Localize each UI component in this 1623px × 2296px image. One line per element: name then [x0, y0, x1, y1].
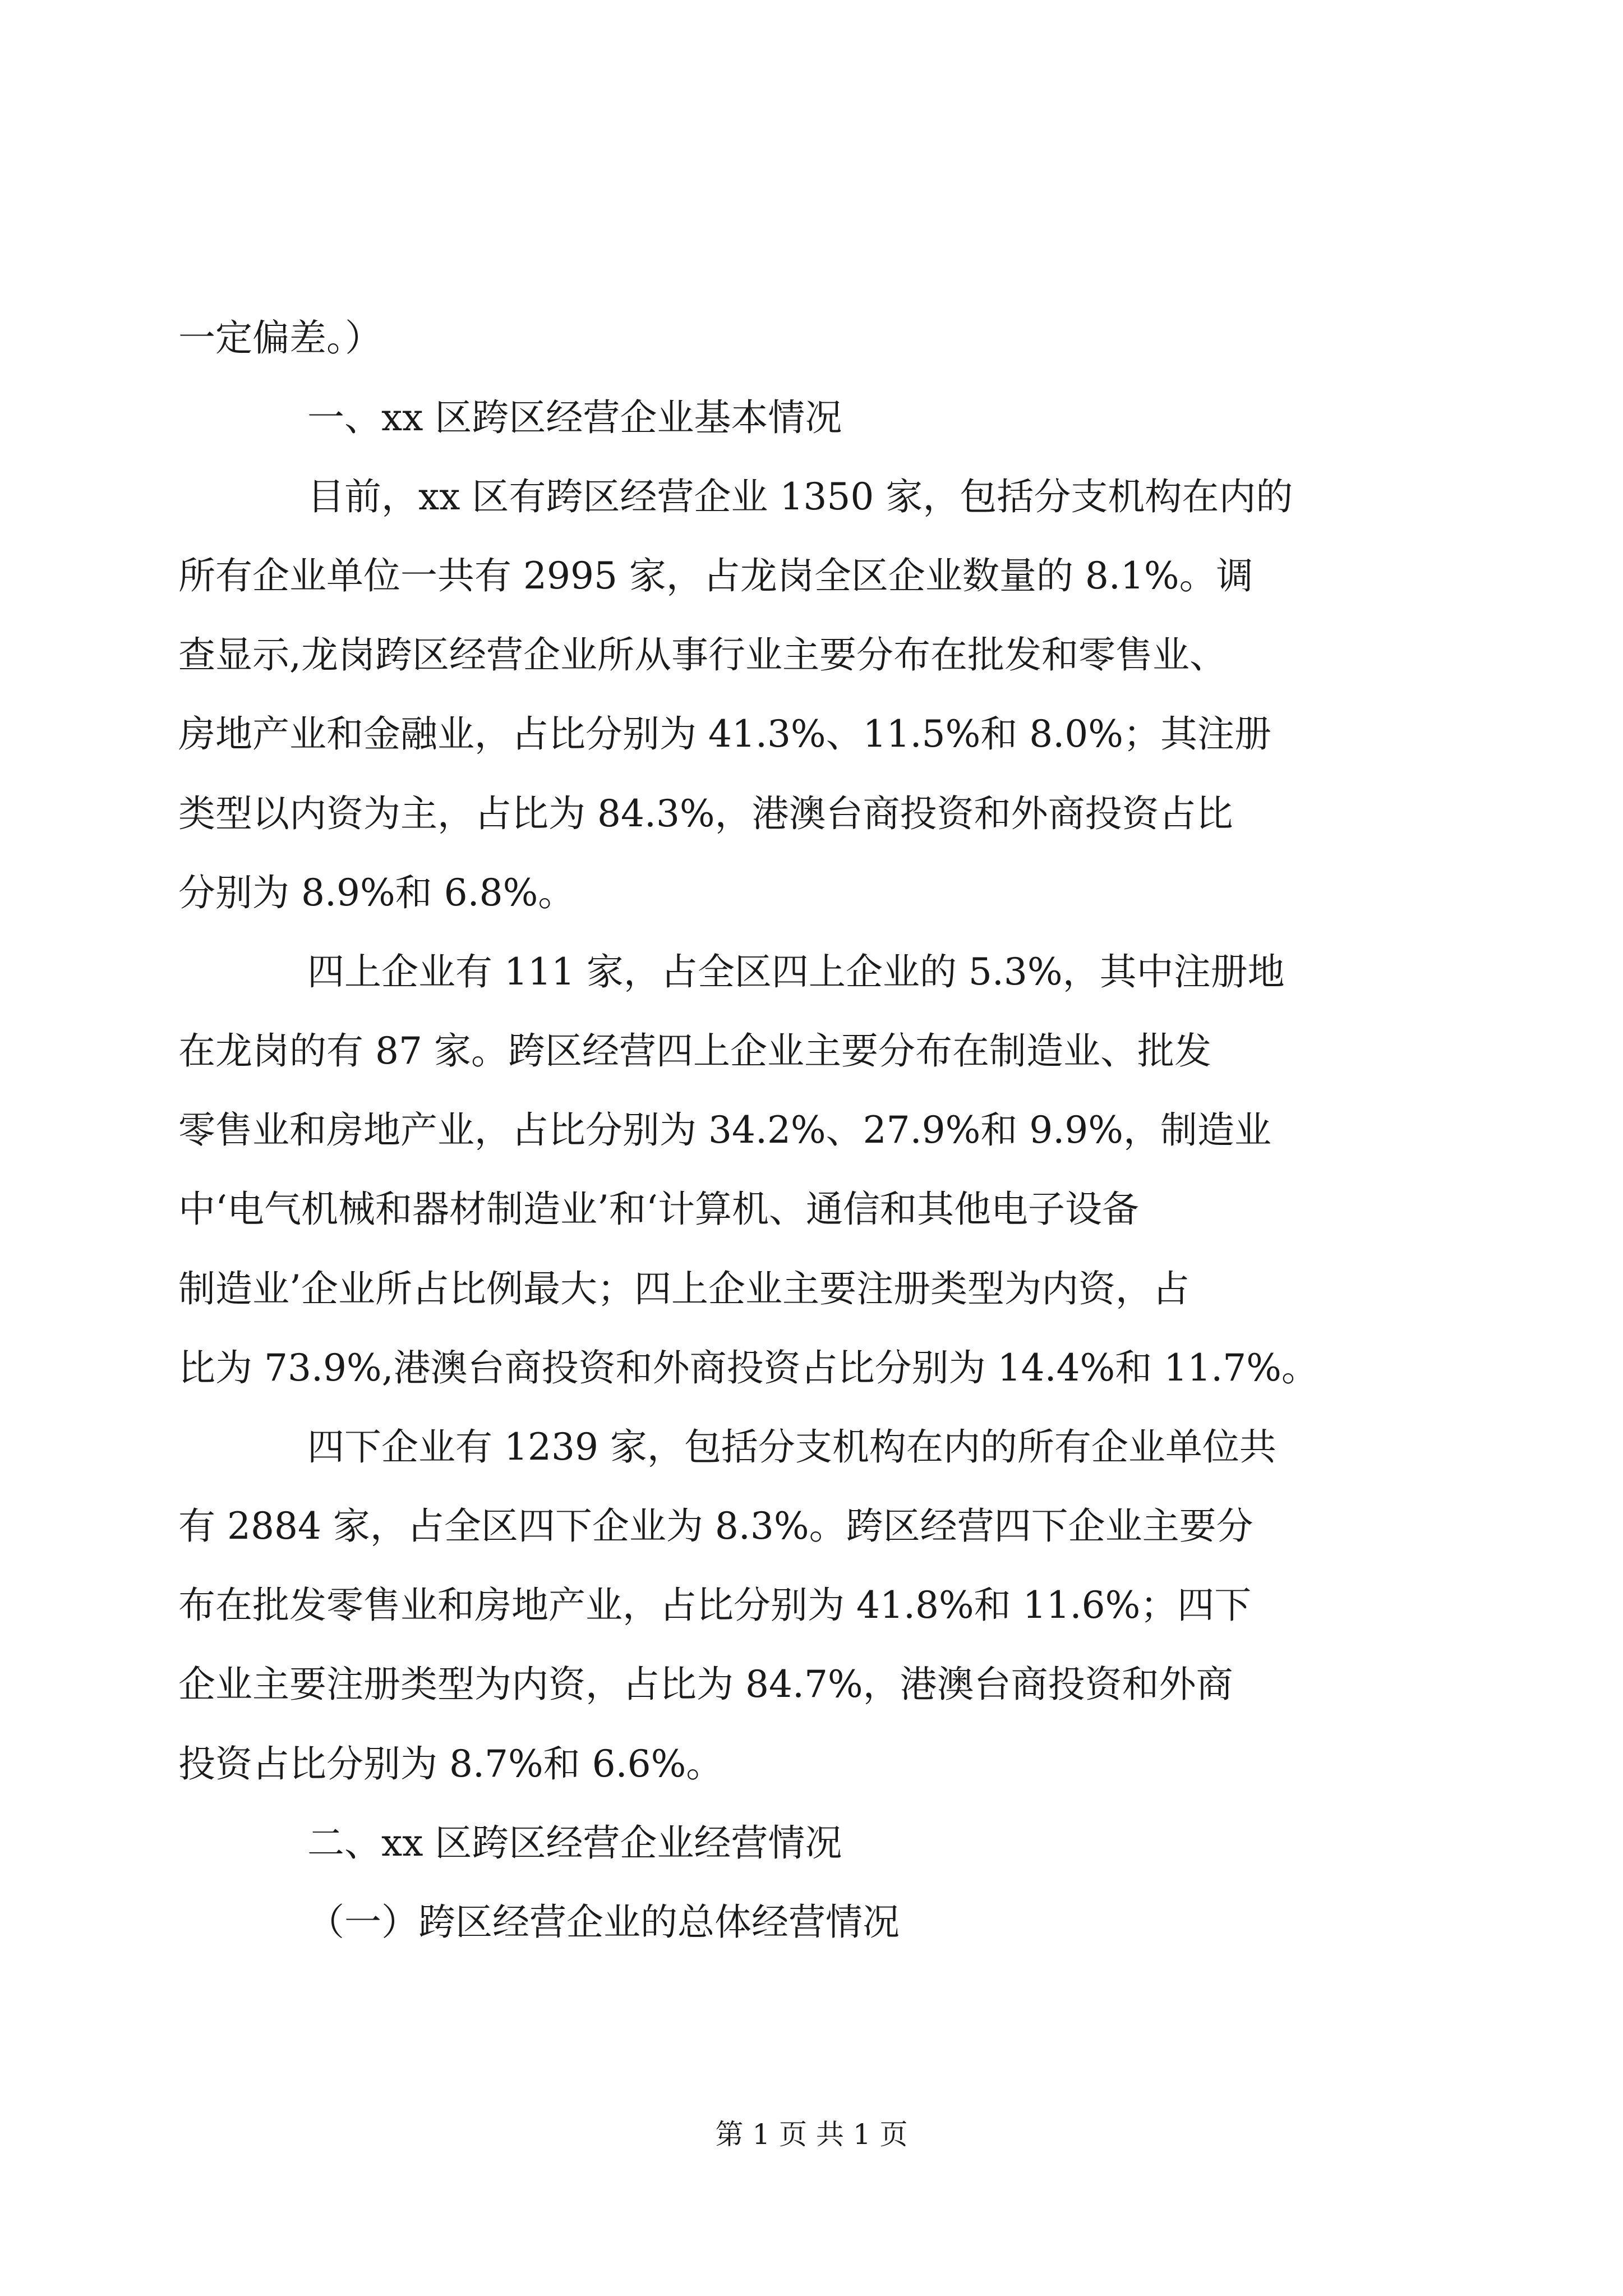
text-line: 比为 73.9%,港澳台商投资和外商投资占比分别为 14.4%和 11.7%。: [178, 1346, 1318, 1389]
text-line: 零售业和房地产业，占比分别为 34.2%、27.9%和 9.9%，制造业: [178, 1108, 1271, 1152]
section-heading: 二、xx 区跨区经营企业经营情况: [307, 1821, 842, 1865]
text-line: 有 2884 家，占全区四下企业为 8.3%。跨区经营四下企业主要分: [178, 1504, 1253, 1548]
subsection-heading: （一）跨区经营企业的总体经营情况: [307, 1901, 900, 1944]
section-heading: 一、xx 区跨区经营企业基本情况: [307, 396, 842, 439]
text-line: 房地产业和金融业，占比分别为 41.3%、11.5%和 8.0%；其注册: [178, 712, 1271, 756]
text-line: 制造业’企业所占比例最大；四上企业主要注册类型为内资，占: [178, 1267, 1189, 1310]
text-line: 四上企业有 111 家，占全区四上企业的 5.3%，其中注册地: [307, 950, 1285, 993]
text-line: 布在批发零售业和房地产业，占比分别为 41.8%和 11.6%；四下: [178, 1584, 1252, 1627]
text-line: 查显示,龙岗跨区经营企业所从事行业主要分布在批发和零售业、: [178, 633, 1227, 677]
text-line: 目前，xx 区有跨区经营企业 1350 家，包括分支机构在内的: [307, 475, 1293, 518]
text-line: 在龙岗的有 87 家。跨区经营四上企业主要分布在制造业、批发: [178, 1029, 1211, 1073]
text-line: 类型以内资为主，占比为 84.3%，港澳台商投资和外商投资占比: [178, 792, 1233, 835]
text-line: 四下企业有 1239 家，包括分支机构在内的所有企业单位共: [307, 1425, 1276, 1469]
page-footer: 第 1 页 共 1 页: [715, 2118, 908, 2151]
text-line: 投资占比分别为 8.7%和 6.6%。: [178, 1742, 723, 1786]
text-line: 一定偏差。）: [178, 316, 382, 360]
text-line: 企业主要注册类型为内资，占比为 84.7%，港澳台商投资和外商: [178, 1663, 1233, 1706]
text-line: 所有企业单位一共有 2995 家，占龙岗全区企业数量的 8.1%。调: [178, 554, 1253, 597]
text-line: 分别为 8.9%和 6.8%。: [178, 871, 575, 914]
text-line: 中‘电气机械和器材制造业’和‘计算机、通信和其他电子设备: [178, 1188, 1139, 1231]
